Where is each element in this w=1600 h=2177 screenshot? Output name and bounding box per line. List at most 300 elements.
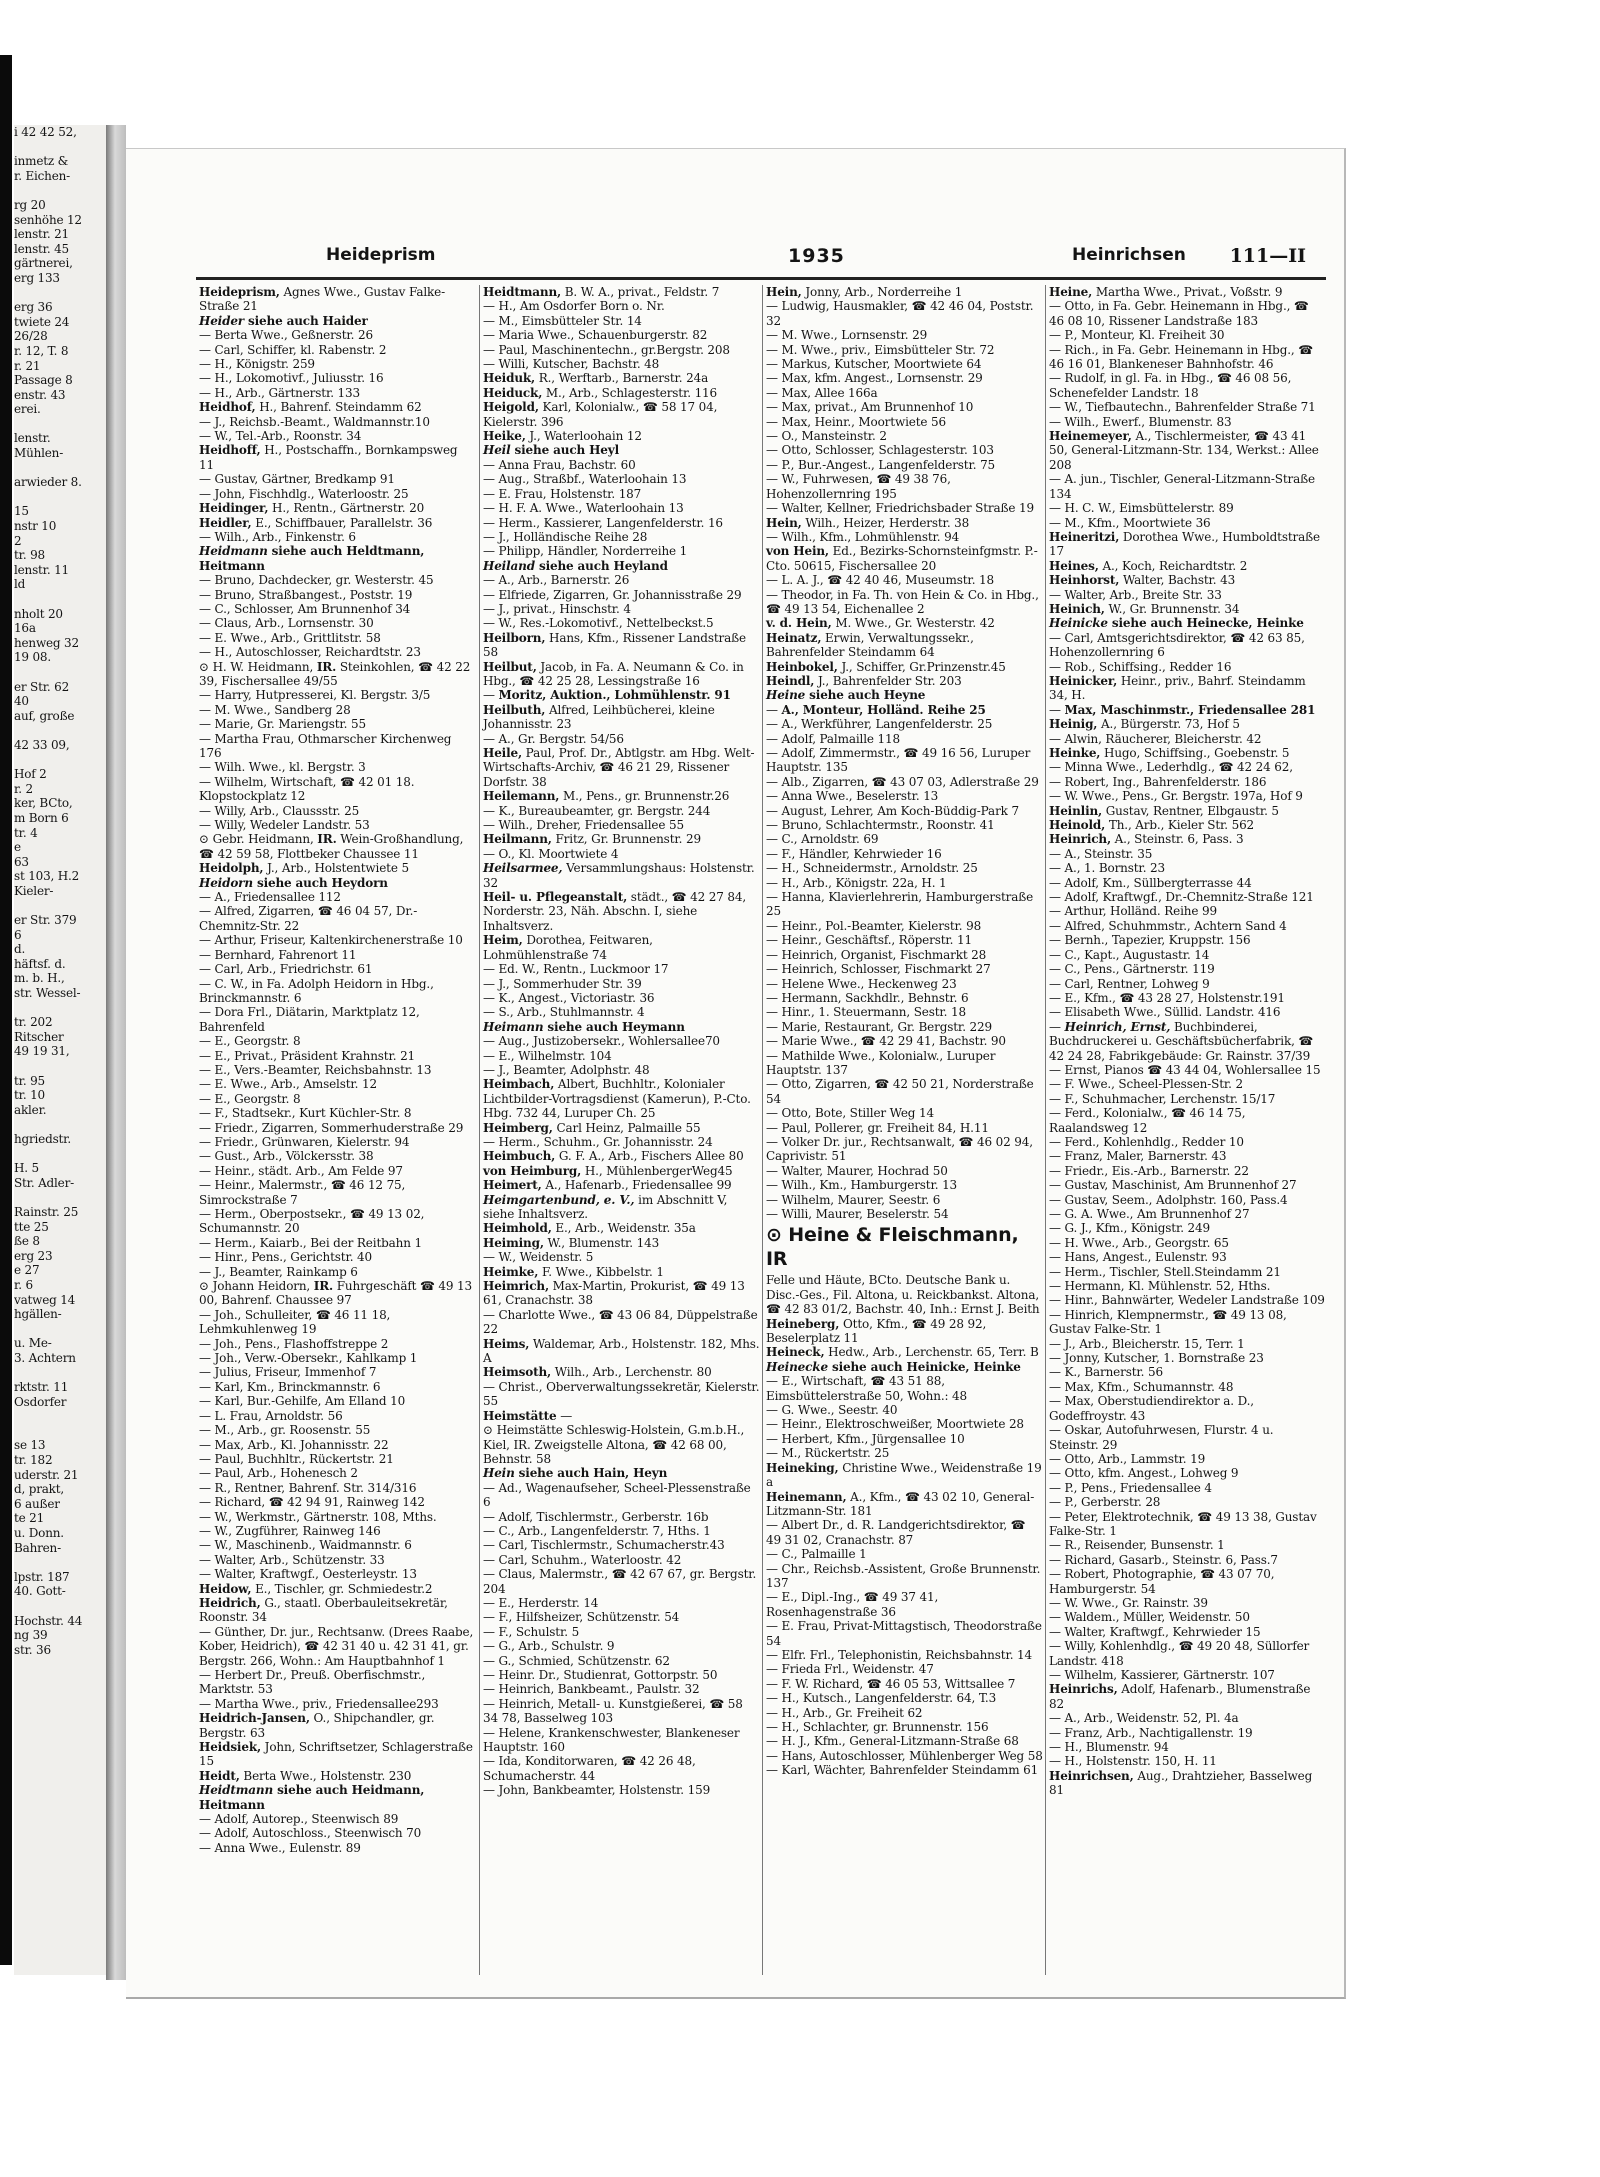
directory-entry: Heidsiek, John, Schriftsetzer, Schlagerstraße 15 — [199, 1740, 473, 1769]
directory-entry: — Claus, Arb., Lornsenstr. 30 — [199, 616, 374, 631]
directory-entry: — Walter, Kellner, Friedrichsbader Straße 19 — [766, 501, 1034, 516]
directory-entry: — Willi, Maurer, Beselerstr. 54 — [766, 1207, 949, 1221]
directory-entry: Heidrich-Jansen, O., Shipchandler, gr. Bergstr. 63 — [199, 1711, 435, 1740]
directory-entry: — W., Zugführer, Rainweg 146 — [199, 1523, 381, 1538]
directory-entry: — Max, Heinr., Moortwiete 56 — [766, 414, 946, 429]
directory-entry: — Otto, Schlosser, Schlagesterstr. 103 — [766, 443, 994, 458]
prev-page-line: Hochstr. 44 — [14, 1613, 83, 1628]
directory-entry: — W., Res.-Lokomotivf., Nettelbeckst.5 — [483, 616, 714, 631]
directory-entry: — C., Palmaille 1 — [766, 1547, 867, 1562]
directory-entry: Heider siehe auch Haider — [199, 313, 368, 328]
directory-entry: — W., Tel.-Arb., Roonstr. 34 — [199, 429, 362, 444]
header-last-name: Heinrichsen — [1072, 245, 1186, 265]
directory-entry: — Bruno, Dachdecker, gr. Westerstr. 45 — [199, 573, 434, 588]
directory-entry: Heimsoth, Wilh., Arb., Lerchenstr. 80 — [483, 1365, 712, 1380]
directory-entry: — Gustav, Maschinist, Am Brunnenhof 27 — [1049, 1178, 1297, 1193]
directory-entry: — Gust., Arb., Völckersstr. 38 — [199, 1149, 374, 1164]
directory-entry: — Heinr. Dr., Studienrat, Gottorpstr. 50 — [483, 1668, 718, 1682]
directory-entry: — Robert, Photographie, ☎ 43 07 70, Hamburgerstr. 54 — [1049, 1567, 1275, 1596]
directory-entry: — Ernst, Pianos ☎ 43 44 04, Wohlersallee 15 — [1049, 1062, 1321, 1077]
directory-entry: — Max, Arb., Kl. Johannisstr. 22 — [199, 1437, 389, 1452]
prev-page-line — [14, 1190, 106, 1205]
directory-entry: — Alwin, Räucherer, Bleicherstr. 42 — [1049, 731, 1262, 746]
directory-entry: Heineberg, Otto, Kfm., ☎ 49 28 92, Beselerplatz 11 — [766, 1316, 987, 1346]
previous-page-fragment — [14, 125, 108, 1975]
directory-entry: — J., Holländische Reihe 28 — [483, 529, 648, 544]
directory-entry: — Hermann, Sackhdlr., Behnstr. 6 — [766, 990, 969, 1005]
directory-entry: — A. jun., Tischler, General-Litzmann-Straße 134 — [1049, 472, 1315, 501]
prev-page-line: nstr 10 — [14, 519, 57, 534]
directory-entry: — Gustav, Gärtner, Bredkamp 91 — [199, 472, 395, 487]
directory-entry: — M., Arb., gr. Roosenstr. 55 — [199, 1423, 371, 1438]
directory-entry: ⊙ Gebr. Heidmann, IR. Wein-Großhandlung, ☎ 42 59 58, Flottbeker Chaussee 11 — [199, 832, 464, 861]
directory-entry: Heilbut, Jacob, in Fa. A. Neumann & Co. in Hbg., ☎ 42 25 28, Lessingstraße 16 — [483, 659, 744, 688]
directory-entry: — C. W., in Fa. Adolph Heidorn in Hbg., Brinckmannstr. 6 — [199, 976, 434, 1005]
prev-page-line: lpstr. 187 — [14, 1569, 70, 1584]
prev-page-line: erei. — [14, 402, 41, 417]
directory-entry: Felle und Häute, BCto. Deutsche Bank u. Disc.-Ges., Fil. Altona, u. Reickbankst. Altona, ☎ 42 83 01/2, Bachstr. 40, Inh.: Ernst J. Beith — [766, 1273, 1040, 1317]
directory-entry: — H., Schlachter, gr. Brunnenstr. 156 — [766, 1720, 989, 1734]
directory-entry: Heilsarmee, Versammlungshaus: Holstenstr. 32 — [483, 861, 755, 890]
directory-entry: — Wilh., Ewerf., Blumenstr. 83 — [1049, 414, 1232, 429]
directory-entry: Heilbuth, Alfred, Leihbücherei, kleine Johannisstr. 23 — [483, 702, 715, 732]
prev-page-line: häftsf. d. — [14, 956, 66, 971]
prev-page-line — [14, 898, 106, 913]
directory-entry: — Otto, in Fa. Gebr. Heinemann in Hbg., ☎ 46 08 10, Rissener Landstraße 183 — [1049, 299, 1309, 328]
prev-page-line: erg 23 — [14, 1248, 53, 1263]
prev-page-line: ld — [14, 577, 26, 592]
directory-entry: Hein siehe auch Hain, Heyn — [483, 1466, 668, 1481]
directory-entry: — E., Herderstr. 14 — [483, 1595, 599, 1610]
prev-page-line: inmetz & — [14, 154, 69, 169]
directory-entry: — John, Fischhdlg., Waterloostr. 25 — [199, 486, 409, 501]
prev-page-line: e 27 — [14, 1263, 40, 1278]
prev-page-line: Passage 8 — [14, 373, 73, 388]
directory-entry: — Hinr., 1. Steuermann, Sestr. 18 — [766, 1005, 966, 1020]
directory-entry: — Herbert, Kfm., Jürgensallee 10 — [766, 1431, 965, 1446]
column-3 — [762, 285, 1043, 1975]
directory-entry: — H., Arb., Gr. Freiheit 62 — [766, 1705, 923, 1720]
prev-page-line: lenstr. — [14, 431, 51, 446]
directory-entry: ⊙ H. W. Heidmann, IR. Steinkohlen, ☎ 42 22 39, Fischersallee 49/55 — [199, 659, 471, 688]
directory-entry: — Mathilde Wwe., Kolonialw., Luruper Hauptstr. 137 — [766, 1048, 996, 1077]
directory-entry: — H. F. A. Wwe., Waterloohain 13 — [483, 501, 684, 516]
directory-entry: — Willy, Kohlenhdlg., ☎ 49 20 48, Süllorfer Landstr. 418 — [1049, 1639, 1310, 1668]
directory-entry: Heinig, A., Bürgerstr. 73, Hof 5 — [1049, 717, 1240, 732]
directory-entry: — P., Monteur, Kl. Freiheit 30 — [1049, 328, 1225, 343]
directory-entry: — Willy, Arb., Claussstr. 25 — [199, 803, 360, 818]
directory-entry: Heidler, E., Schiffbauer, Parallelstr. 36 — [199, 515, 433, 530]
directory-entry: — August, Lehrer, Am Koch-Büddig-Park 7 — [766, 803, 1019, 818]
directory-entry: — P., Pens., Friedensallee 4 — [1049, 1480, 1212, 1495]
prev-page-line — [14, 461, 106, 476]
directory-entry: Heil siehe auch Heyl — [483, 443, 619, 458]
prev-page-line: str. 36 — [14, 1642, 51, 1657]
directory-entry: — Joh., Pens., Flashoffstreppe 2 — [199, 1336, 389, 1351]
directory-entry: — Carl, Tischlermstr., Schumacherstr.43 — [483, 1538, 725, 1553]
prev-page-line: 40 — [14, 694, 29, 709]
prev-page-line: i 42 42 52, — [14, 125, 77, 139]
directory-entry: — F., Händler, Kehrwieder 16 — [766, 846, 942, 861]
directory-entry: — Anna Wwe., Eulenstr. 89 — [199, 1840, 361, 1855]
directory-entry: Heinich, W., Gr. Brunnenstr. 34 — [1049, 601, 1240, 616]
directory-entry: v. d. Hein, M. Wwe., Gr. Westerstr. 42 — [766, 616, 995, 631]
directory-entry: — F. Wwe., Scheel-Plessen-Str. 2 — [1049, 1077, 1243, 1092]
scan-dark-edge — [0, 55, 12, 1965]
directory-entry: — Volker Dr. jur., Rechtsanwalt, ☎ 46 02 94, Caprivistr. 51 — [766, 1134, 1033, 1164]
directory-entry: Heinemeyer, A., Tischlermeister, ☎ 43 41 50, General-Litzmann-Str. 134, Werkst.: Allee 208 — [1049, 429, 1319, 472]
prev-page-line: tr. 95 — [14, 1073, 45, 1088]
directory-entry: — H., Schneidermstr., Arnoldstr. 25 — [766, 861, 978, 876]
prev-page-line: r. 2 — [14, 781, 33, 796]
directory-entry: — E., Georgstr. 8 — [199, 1034, 301, 1049]
directory-entry: Heidinger, H., Rentn., Gärtnerstr. 20 — [199, 501, 425, 516]
directory-entry: — Harry, Hutpresserei, Kl. Bergstr. 3/5 — [199, 688, 431, 703]
directory-entry: Heidorn siehe auch Heydorn — [199, 875, 388, 890]
directory-entry: — Aug., Straßbf., Waterloohain 13 — [483, 472, 687, 487]
directory-entry: — H., Autoschlosser, Reichardtstr. 23 — [199, 645, 421, 660]
directory-entry: — G., Arb., Schulstr. 9 — [483, 1639, 615, 1654]
directory-entry: Heinrichsen, Aug., Drahtzieher, Basselweg 81 — [1049, 1768, 1313, 1798]
directory-entry: — Robert, Ing., Bahrenfelderstr. 186 — [1049, 774, 1267, 789]
directory-entry: — E., Privat., Präsident Krahnstr. 21 — [199, 1048, 416, 1063]
prev-page-line: tr. 182 — [14, 1453, 53, 1468]
prev-page-line: auf, große — [14, 708, 75, 723]
directory-entry: — Markus, Kutscher, Moortwiete 64 — [766, 357, 982, 372]
directory-entry: — Adolf, Tischlermstr., Gerberstr. 16b — [483, 1509, 709, 1524]
directory-entry: — Wilh., Kfm., Lohmühlenstr. 94 — [766, 529, 960, 544]
directory-entry: — Ferd., Kohlenhdlg., Redder 10 — [1049, 1134, 1244, 1149]
directory-entry: Heilborn, Hans, Kfm., Rissener Landstraße 58 — [483, 630, 746, 660]
directory-entry: Heine, Martha Wwe., Privat., Voßstr. 9 — [1049, 285, 1283, 299]
prev-page-line — [14, 140, 106, 155]
directory-entry: ⊙ Johann Heidorn, IR. Fuhrgeschäft ☎ 49 13 00, Bahrenf. Chaussee 97 — [199, 1279, 473, 1308]
prev-page-line: 16a — [14, 621, 36, 636]
directory-entry: — Alfred, Zigarren, ☎ 46 04 57, Dr.-Chemnitz-Str. 22 — [199, 904, 418, 933]
directory-entry: — C., Kapt., Augustastr. 14 — [1049, 947, 1210, 962]
directory-entry: — A., Monteur, Holländ. Reihe 25 — [766, 702, 986, 717]
prev-page-line: 2 — [14, 533, 22, 548]
directory-entry: — A., Werkführer, Langenfelderstr. 25 — [766, 717, 993, 732]
directory-entry: — Claus, Malermstr., ☎ 42 67 67, gr. Bergstr. 204 — [483, 1567, 757, 1596]
directory-entry: — O., Kl. Moortwiete 4 — [483, 846, 619, 861]
directory-entry: — C., Schlosser, Am Brunnenhof 34 — [199, 601, 411, 616]
directory-entry: — Bernh., Tapezier, Kruppstr. 156 — [1049, 933, 1251, 948]
prev-page-line: m. b. H., — [14, 971, 65, 986]
prev-page-line: 6 — [14, 927, 22, 942]
directory-entry: Heimstätte — — [483, 1408, 573, 1423]
prev-page-line: tr. 4 — [14, 825, 38, 840]
directory-entry: — Dora Frl., Diätarin, Marktplatz 12, Bahrenfeld — [199, 1005, 420, 1034]
prev-page-line: lenstr. 11 — [14, 562, 69, 577]
directory-entry: — Walter, Kraftwgf., Kehrwieder 15 — [1049, 1624, 1261, 1639]
directory-entry: — H., Holstenstr. 150, H. 11 — [1049, 1754, 1217, 1769]
directory-entry: — Adolf, Autoschloss., Steenwisch 70 — [199, 1826, 422, 1841]
prev-page-line — [14, 1365, 106, 1380]
prev-page-line: hgällen- — [14, 1307, 62, 1322]
directory-entry: — Friedr., Zigarren, Sommerhuderstraße 29 — [199, 1120, 464, 1135]
directory-entry: — Heinrich, Organist, Fischmarkt 28 — [766, 947, 987, 962]
prev-page-line — [14, 1599, 106, 1614]
directory-entry: — W., Maschinenb., Waidmannstr. 6 — [199, 1538, 412, 1553]
directory-entry: — Max, Oberstudiendirektor a. D., Godeffroystr. 43 — [1049, 1394, 1254, 1423]
prev-page-line — [14, 1424, 106, 1439]
prev-page-line: erg 36 — [14, 300, 53, 315]
directory-entry: — Heinrich, Schlosser, Fischmarkt 27 — [766, 962, 991, 977]
directory-entry: — R., Rentner, Bahrenf. Str. 314/316 — [199, 1480, 417, 1495]
directory-entry: — Max, Allee 166a — [766, 385, 878, 400]
directory-entry: — H. C. W., Eimsbüttelerstr. 89 — [1049, 501, 1234, 516]
directory-entry: — Herm., Kassierer, Langenfelderstr. 16 — [483, 515, 723, 530]
directory-entry: — F., Schulstr. 5 — [483, 1624, 580, 1639]
prev-page-line: 49 19 31, — [14, 1044, 70, 1059]
directory-entry: Heilemann, M., Pens., gr. Brunnenstr.26 — [483, 789, 730, 804]
directory-entry: — Anna Frau, Bachstr. 60 — [483, 457, 636, 472]
directory-entry: — Heinr., Elektroschweißer, Moortwiete 28 — [766, 1417, 1024, 1432]
directory-entry: — F. W. Richard, ☎ 46 05 53, Wittsallee 7 — [766, 1676, 1016, 1691]
directory-entry: — J., Sommerhuder Str. 39 — [483, 976, 642, 991]
directory-entry: — E., Kfm., ☎ 43 28 27, Holstenstr.191 — [1049, 990, 1285, 1005]
directory-entry: Heinatz, Erwin, Verwaltungssekr., Bahrenfelder Steindamm 64 — [766, 630, 974, 660]
directory-entry: — Friedr., Eis.-Arb., Barnerstr. 22 — [1049, 1163, 1249, 1178]
directory-entry: — G. Wwe., Seestr. 40 — [766, 1403, 898, 1418]
directory-entry: Heidtmann, B. W. A., privat., Feldstr. 7 — [483, 285, 720, 299]
directory-entry: — Paul, Arb., Hohenesch 2 — [199, 1466, 358, 1481]
directory-entry: Heinlin, Gustav, Rentner, Elbgaustr. 5 — [1049, 803, 1279, 818]
prev-page-line: akler. — [14, 1102, 47, 1117]
directory-entry: — John, Bankbeamter, Holstenstr. 159 — [483, 1783, 711, 1798]
directory-entry: — L. Frau, Arnoldstr. 56 — [199, 1408, 343, 1423]
directory-entry: — M. Wwe., Lornsenstr. 29 — [766, 328, 928, 343]
directory-entry: — Minna Wwe., Lederhdlg., ☎ 42 24 62, — [1049, 760, 1293, 775]
prev-page-line: lenstr. 45 — [14, 241, 69, 256]
directory-entry: — Max, Maschinmstr., Friedensallee 281 — [1049, 702, 1316, 717]
directory-entry: — Paul, Pollerer, gr. Freiheit 84, H.11 — [766, 1120, 989, 1135]
directory-entry: — Carl, Arb., Friedrichstr. 61 — [199, 962, 373, 977]
directory-entry: Heidtmann siehe auch Heidmann, Heitmann — [199, 1783, 425, 1812]
directory-entry: — Hermann, Kl. Mühlenstr. 52, Hths. — [1049, 1279, 1271, 1294]
directory-entry: — Chr., Reichsb.-Assistent, Große Brunnenstr. 137 — [766, 1561, 1041, 1590]
directory-entry: — Joh., Schulleiter, ☎ 46 11 18, Lehmkuhlenweg 19 — [199, 1307, 391, 1337]
directory-entry: Heidt, Berta Wwe., Holstenstr. 230 — [199, 1768, 412, 1783]
prev-page-line — [14, 286, 106, 301]
directory-entry: — H. Wwe., Arb., Georgstr. 65 — [1049, 1235, 1229, 1250]
directory-entry: — C., Arb., Langenfelderstr. 7, Hths. 1 — [483, 1523, 711, 1538]
prev-page-line — [14, 417, 106, 432]
directory-entry: — Heinrich, Bankbeamt., Paulstr. 32 — [483, 1682, 700, 1697]
directory-entry: — Herbert Dr., Preuß. Oberfischmstr., Marktstr. 53 — [199, 1668, 426, 1697]
directory-entry: — Herm., Oberpostsekr., ☎ 49 13 02, Schumannstr. 20 — [199, 1207, 425, 1236]
directory-entry: — Herm., Kaiarb., Bei der Reitbahn 1 — [199, 1235, 422, 1250]
directory-entry: — Wilhelm, Maurer, Seestr. 6 — [766, 1192, 941, 1207]
directory-entry: — A., 1. Bornstr. 23 — [1049, 861, 1165, 876]
directory-entry: Heigold, Karl, Kolonialw., ☎ 58 17 04, Kielerstr. 396 — [483, 400, 718, 429]
directory-entry: — E. Frau, Privat-Mittagstisch, Theodorstraße 54 — [766, 1619, 1042, 1648]
running-header — [196, 245, 1328, 281]
directory-entry: — Otto, Zigarren, ☎ 42 50 21, Norderstraße 54 — [766, 1077, 1034, 1106]
directory-entry: — W. Wwe., Pens., Gr. Bergstr. 197a, Hof 9 — [1049, 789, 1303, 804]
directory-entry: — W., Weidenstr. 5 — [483, 1250, 594, 1265]
directory-entry: Heilmann, Fritz, Gr. Brunnenstr. 29 — [483, 832, 701, 847]
directory-entry: Heimke, F. Wwe., Kibbelstr. 1 — [483, 1264, 664, 1279]
directory-entry: Heinhorst, Walter, Bachstr. 43 — [1049, 573, 1236, 588]
directory-entry: — Wilhelm, Wirtschaft, ☎ 42 01 18. Klopstockplatz 12 — [199, 774, 415, 804]
directory-entry: — M. Wwe., Sandberg 28 — [199, 702, 351, 717]
prev-page-line: Bahren- — [14, 1540, 61, 1555]
directory-entry: Heiming, W., Blumenstr. 143 — [483, 1235, 660, 1250]
prev-page-line: d, prakt, — [14, 1482, 64, 1497]
prev-page-line: tr. 10 — [14, 1088, 45, 1103]
directory-entry: — Max, Kfm., Schumannstr. 48 — [1049, 1379, 1234, 1394]
prev-page-line: ker, BCto, — [14, 796, 73, 811]
prev-page-line: Str. Adler- — [14, 1175, 74, 1190]
directory-entry: Heims, Waldemar, Arb., Holstenstr. 182, Mhs. A — [483, 1336, 760, 1366]
directory-entry: — Martha Wwe., priv., Friedensallee293 — [199, 1696, 439, 1711]
prev-page-line: gärtnerei, — [14, 256, 73, 271]
prev-page-line: rktstr. 11 — [14, 1380, 69, 1395]
directory-entry: — Arthur, Friseur, Kaltenkirchenerstraße 10 — [199, 933, 463, 948]
directory-entry: — Rich., in Fa. Gebr. Heinemann in Hbg., ☎ 46 16 01, Blankeneser Bahnhofstr. 46 — [1049, 342, 1314, 372]
directory-entry: — Carl, Schuhm., Waterloostr. 42 — [483, 1552, 682, 1567]
directory-entry: — Hans, Autoschlosser, Mühlenberger Weg 58 — [766, 1748, 1043, 1763]
prev-page-line — [14, 1555, 106, 1570]
prev-page-line: uderstr. 21 — [14, 1467, 79, 1482]
directory-entry: Heinicke siehe auch Heinecke, Heinke — [1049, 616, 1304, 631]
directory-entry: — Wilh., Dreher, Friedensallee 55 — [483, 818, 684, 833]
directory-entry: — Franz, Maler, Barnerstr. 43 — [1049, 1149, 1227, 1164]
directory-entry: — Anna Wwe., Beselerstr. 13 — [766, 789, 939, 804]
directory-entry: Heidow, E., Tischler, gr. Schmiedestr.2 — [199, 1581, 433, 1596]
directory-entry: — Karl, Wächter, Bahrenfelder Steindamm 61 — [766, 1763, 1039, 1778]
prev-page-line: henweg 32 — [14, 635, 79, 650]
directory-entry: — Alfred, Schuhmmstr., Achtern Sand 4 — [1049, 918, 1287, 933]
directory-entry: — Maria Wwe., Schauenburgerstr. 82 — [483, 328, 708, 343]
directory-entry: — A., Arb., Barnerstr. 26 — [483, 573, 630, 588]
directory-entry: — Gustav, Seem., Adolphstr. 160, Pass.4 — [1049, 1192, 1288, 1207]
directory-entry: — Charlotte Wwe., ☎ 43 06 84, Düppelstraße 22 — [483, 1307, 758, 1337]
directory-entry: — E., Vers.-Beamter, Reichsbahnstr. 13 — [199, 1062, 432, 1077]
column-4 — [1045, 285, 1326, 1975]
directory-entry: Heimhold, E., Arb., Weidenstr. 35a — [483, 1221, 696, 1236]
prev-page-line: enstr. 43 — [14, 387, 66, 402]
directory-entry: Heimgartenbund, e. V., im Abschnitt V, siehe Inhaltsverz. — [483, 1192, 728, 1221]
directory-entry: — Willi, Kutscher, Bachstr. 48 — [483, 357, 660, 372]
directory-entry: — M., Eimsbütteler Str. 14 — [483, 313, 642, 328]
column-2 — [479, 285, 760, 1975]
directory-entry: — H. J., Kfm., General-Litzmann-Straße 68 — [766, 1734, 1019, 1749]
directory-entry: Heimrich, Max-Martin, Prokurist, ☎ 49 13 61, Cranachstr. 38 — [483, 1279, 745, 1308]
directory-entry: — Moritz, Auktion., Lohmühlenstr. 91 — [483, 688, 731, 703]
directory-entry: — Walter, Kraftwgf., Oesterleystr. 13 — [199, 1567, 417, 1582]
directory-entry: — Paul, Buchhltr., Rückertstr. 21 — [199, 1451, 394, 1466]
directory-entry: — W., Fuhrwesen, ☎ 49 38 76, Hohenzollernring 195 — [766, 472, 951, 501]
directory-entry: Hein, Jonny, Arb., Norderreihe 1 — [766, 285, 963, 299]
prev-page-line: u. Me- — [14, 1336, 52, 1351]
prev-page-line: Hof 2 — [14, 767, 47, 782]
prev-page-line — [14, 183, 106, 198]
directory-entry: — O., Mansteinstr. 2 — [766, 429, 887, 444]
prev-page-line: 3. Achtern — [14, 1350, 76, 1365]
prev-page-line: tr. 98 — [14, 548, 45, 563]
prev-page-line: Mühlen- — [14, 446, 64, 461]
prev-page-line — [14, 1322, 106, 1337]
column-1 — [196, 285, 476, 1975]
directory-entry: Heines, A., Koch, Reichardtstr. 2 — [1049, 558, 1248, 573]
directory-entry: — M., Kfm., Moortwiete 36 — [1049, 515, 1211, 530]
prev-page-line — [14, 1001, 106, 1016]
directory-entry: — Arthur, Holländ. Reihe 99 — [1049, 904, 1217, 919]
directory-entry: — A., Gr. Bergstr. 54/56 — [483, 731, 624, 746]
prev-page-line: Kieler- — [14, 883, 54, 898]
prev-page-line: r. 21 — [14, 358, 41, 373]
directory-entry: — Heinr., Geschäftsf., Röperstr. 11 — [766, 933, 972, 948]
directory-entry: — Elfr. Frl., Telephonistin, Reichsbahnstr. 14 — [766, 1647, 1033, 1662]
directory-entry: — Marie, Restaurant, Gr. Bergstr. 229 — [766, 1019, 992, 1034]
directory-entry: — Max, kfm. Angest., Lornsenstr. 29 — [766, 371, 983, 386]
directory-entry: — S., Arb., Stuhlmannstr. 4 — [483, 1005, 645, 1020]
directory-entry: — Carl, Rentner, Lohweg 9 — [1049, 976, 1210, 991]
directory-entry: Heiduk, R., Werftarb., Barnerstr. 24a — [483, 371, 709, 386]
directory-entry: Heinke, Hugo, Schiffsing., Goebenstr. 5 — [1049, 746, 1290, 760]
prev-page-line: str. Wessel- — [14, 986, 81, 1001]
directory-entry: — Hinr., Bahnwärter, Wedeler Landstraße 109 — [1049, 1293, 1325, 1308]
directory-entry: — Oskar, Autofuhrwesen, Flurstr. 4 u. Steinstr. 29 — [1049, 1423, 1274, 1452]
directory-entry: — J., Beamter, Adolphstr. 48 — [483, 1062, 650, 1077]
directory-entry: Heinrich, A., Steinstr. 6, Pass. 3 — [1049, 832, 1244, 847]
directory-entry: — Martha Frau, Othmarscher Kirchenweg 176 — [199, 731, 452, 760]
directory-entry: — Karl, Bur.-Gehilfe, Am Elland 10 — [199, 1394, 406, 1409]
prev-page-line: 63 — [14, 854, 29, 869]
directory-entry: — Ferd., Kolonialw., ☎ 46 14 75, Raalandsweg 12 — [1049, 1106, 1246, 1135]
directory-entry: — Karl, Km., Brinckmannstr. 6 — [199, 1379, 381, 1394]
prev-page-line: nholt 20 — [14, 606, 63, 621]
directory-entry: — Otto, Arb., Lammstr. 19 — [1049, 1451, 1206, 1466]
directory-entry: — H., Königstr. 259 — [199, 357, 315, 372]
prev-page-line: 6 außer — [14, 1496, 60, 1511]
directory-entry: — Wilh. Wwe., kl. Bergstr. 3 — [199, 760, 366, 775]
directory-entry: ⊙ Heine & Fleischmann, IR — [766, 1224, 1019, 1271]
prev-page-line: 19 08. — [14, 650, 51, 665]
directory-entry: — Christ., Oberverwaltungssekretär, Kielerstr. 55 — [483, 1379, 760, 1409]
directory-entry: — E., Wirtschaft, ☎ 43 51 88, Eimsbüttelerstraße 50, Wohn.: 48 — [766, 1374, 968, 1403]
directory-entry: — Philipp, Händler, Norderreihe 1 — [483, 544, 688, 559]
prev-page-line: m Born 6 — [14, 810, 69, 825]
directory-entry: von Hein, Ed., Bezirks-Schornsteinfgmstr. P.-Cto. 50615, Fischersallee 20 — [766, 544, 1038, 573]
directory-entry: Heine siehe auch Heyne — [766, 688, 926, 703]
directory-entry: — R., Reisender, Bunsenstr. 1 — [1049, 1538, 1225, 1553]
directory-entry: — Bernhard, Fahrenort 11 — [199, 947, 357, 962]
prev-page-line — [14, 1117, 106, 1132]
directory-entry: — Alb., Zigarren, ☎ 43 07 03, Adlerstraße 29 — [766, 774, 1039, 789]
directory-entry: Heinecke siehe auch Heinicke, Heinke — [766, 1359, 1021, 1374]
directory-entry: — Bruno, Straßbangest., Poststr. 19 — [199, 587, 413, 602]
prev-page-line: st 103, H.2 — [14, 869, 80, 884]
header-rule — [196, 277, 1326, 280]
directory-entry: — Adolf, Kraftwgf., Dr.-Chemnitz-Straße 121 — [1049, 890, 1314, 905]
directory-entry: — Adolf, Autorep., Steenwisch 89 — [199, 1812, 399, 1827]
prev-page-line — [14, 723, 106, 738]
directory-entry: — Otto, Bote, Stiller Weg 14 — [766, 1106, 934, 1121]
prev-page-line: hgriedstr. — [14, 1131, 71, 1146]
directory-entry: — Albert Dr., d. R. Landgerichtsdirektor, ☎ 49 31 02, Cranachstr. 87 — [766, 1518, 1026, 1547]
directory-entry: — Heinr., Pol.-Beamter, Kielerstr. 98 — [766, 918, 982, 933]
prev-page-line: 42 33 09, — [14, 737, 70, 752]
prev-page-line: twiete 24 — [14, 314, 70, 329]
directory-entry: — W., Werkmstr., Gärtnerstr. 108, Mths. — [199, 1509, 437, 1524]
directory-entry: — Friedr., Grünwaren, Kielerstr. 94 — [199, 1134, 410, 1149]
directory-entry: — Heinrich, Ernst, Buchbinderei, Buchdruckerei u. Geschäftsbücherfabrik, ☎ 42 24 28, Fabrikgebäude: Gr. Rainstr. 37/39 — [1049, 1019, 1314, 1063]
directory-entry: — Jonny, Kutscher, 1. Bornstraße 23 — [1049, 1351, 1264, 1366]
